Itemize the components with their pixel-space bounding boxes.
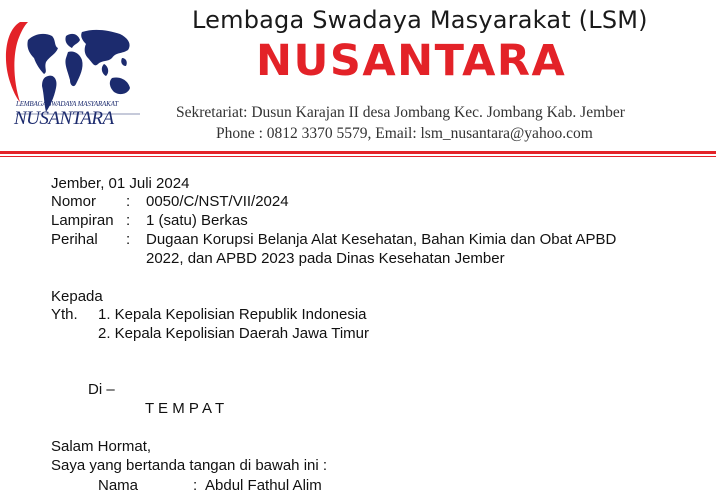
field-sep-lampiran: : (126, 212, 131, 229)
field-value-lampiran: 1 (satu) Berkas (146, 212, 248, 229)
salam-text: Salam Hormat, (51, 438, 152, 455)
recipient-item: 2. Kepala Kepolisian Daerah Jawa Timur (98, 325, 369, 342)
intro-text: Saya yang bertanda tangan di bawah ini : (51, 457, 328, 474)
header-divider-thick (0, 151, 716, 154)
logo-caption-name: NUSANTARA (14, 108, 114, 129)
field-label-perihal: Perihal (51, 231, 98, 248)
signer-label: Nama (98, 477, 139, 494)
yth-label: Yth. (51, 306, 78, 323)
org-name: NUSANTARA (256, 36, 567, 86)
field-value-nomor: 0050/C/NST/VII/2024 (146, 193, 289, 210)
field-value-perihal: Dugaan Korupsi Belanja Alat Kesehatan, Bahan Kimia dan Obat APBD (146, 231, 617, 248)
field-label-nomor: Nomor (51, 193, 97, 210)
signer-sep: : (193, 477, 198, 494)
org-title: Lembaga Swadaya Masyarakat (LSM) (192, 6, 648, 34)
field-sep-nomor: : (126, 193, 131, 210)
field-value-perihal-cont: 2022, dan APBD 2023 pada Dinas Kesehatan Jember (146, 250, 505, 267)
signer-name: Abdul Fathul Alim (205, 477, 322, 494)
letter-date: Jember, 01 Juli 2024 (51, 175, 190, 192)
tempat-label: T E M P A T (145, 400, 225, 417)
field-sep-perihal: : (126, 231, 131, 248)
di-label: Di – (88, 381, 115, 398)
kepada-label: Kepada (51, 288, 103, 305)
org-contact: Phone : 0812 3370 5579, Email: lsm_nusantara@yahoo.com (216, 125, 593, 142)
header-divider-thin (0, 156, 716, 157)
recipient-item: 1. Kepala Kepolisian Republik Indonesia (98, 306, 367, 323)
logo-caption-small: LEMBAGA SWADAYA MASYARAKAT (16, 100, 119, 108)
org-address: Sekretariat: Dusun Karajan II desa Jombang Kec. Jombang Kab. Jember (176, 104, 625, 121)
field-label-lampiran: Lampiran (51, 212, 114, 229)
